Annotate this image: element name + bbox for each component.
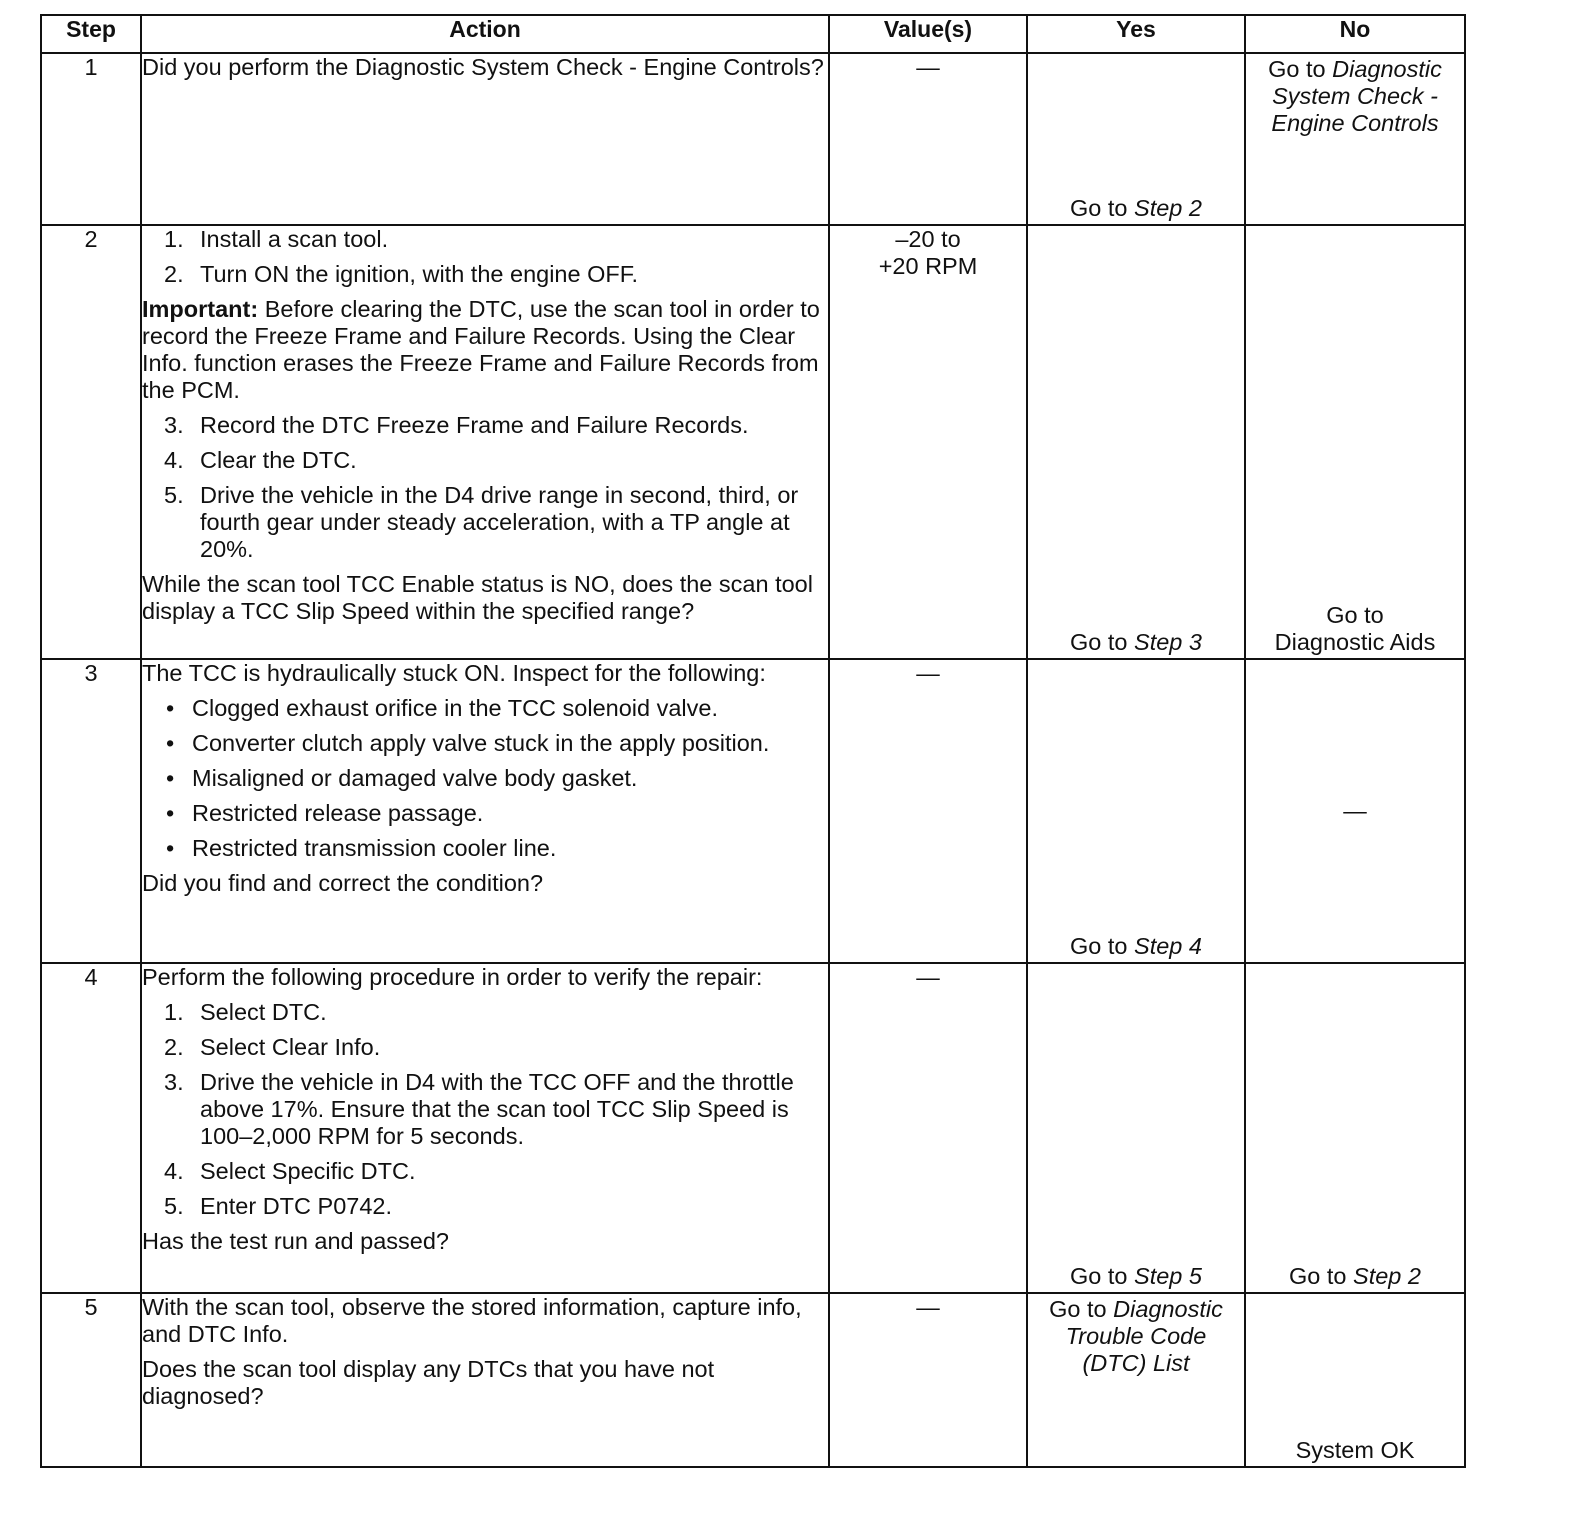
- action-question: Did you find and correct the condition?: [142, 870, 544, 896]
- step-number: 3: [41, 659, 141, 963]
- inspection-list: [142, 695, 828, 862]
- list-item: 2. Select Clear Info.: [164, 1034, 381, 1060]
- yes-cell[interactable]: [1027, 53, 1245, 225]
- table-row-step-5: [41, 1293, 1465, 1467]
- step-number: 2: [41, 225, 141, 659]
- action-intro: With the scan tool, observe the stored information, capture info, and DTC Info.: [142, 1294, 802, 1347]
- yes-target[interactable]: Step 2: [1134, 195, 1202, 221]
- list-item: 1. Install a scan tool.: [164, 226, 389, 252]
- value-cell: —: [829, 1293, 1027, 1467]
- yes-link[interactable]: [1028, 629, 1244, 656]
- header-values: Value(s): [829, 15, 1027, 53]
- value-cell: —: [829, 53, 1027, 225]
- no-cell[interactable]: [1245, 225, 1465, 659]
- header-action: Action: [141, 15, 829, 53]
- yes-link[interactable]: [1028, 195, 1244, 222]
- action-cell: [141, 1293, 829, 1467]
- no-link[interactable]: [1246, 56, 1464, 137]
- yes-prefix: Go to: [1049, 1296, 1107, 1322]
- yes-link[interactable]: [1028, 1263, 1244, 1290]
- yes-cell[interactable]: [1027, 659, 1245, 963]
- list-item: • Restricted transmission cooler line.: [166, 835, 557, 861]
- diagnostic-table: [40, 14, 1466, 1468]
- table-row-step-1: [41, 53, 1465, 225]
- action-intro: The TCC is hydraulically stuck ON. Inspect for the following:: [142, 660, 766, 686]
- value-line: +20 RPM: [878, 253, 978, 279]
- yes-target[interactable]: Diagnostic Trouble Code (DTC) List: [1065, 1296, 1223, 1376]
- list-item: 4. Clear the DTC.: [164, 447, 357, 473]
- yes-cell[interactable]: [1027, 225, 1245, 659]
- no-prefix: Go to: [1289, 1263, 1347, 1289]
- list-item: • Restricted release passage.: [166, 800, 484, 826]
- yes-cell[interactable]: [1027, 1293, 1245, 1467]
- yes-cell[interactable]: [1027, 963, 1245, 1293]
- list-item: 1. Select DTC.: [164, 999, 327, 1025]
- action-question: Does the scan tool display any DTCs that you have not diagnosed?: [142, 1356, 715, 1409]
- action-cell: [141, 659, 829, 963]
- value-cell: —: [829, 963, 1027, 1293]
- no-cell[interactable]: [1245, 53, 1465, 225]
- action-intro: Perform the following procedure in order to verify the repair:: [142, 964, 763, 990]
- yes-link[interactable]: [1028, 1296, 1244, 1377]
- yes-target[interactable]: Step 4: [1134, 933, 1202, 959]
- no-link[interactable]: [1246, 1263, 1464, 1290]
- value-cell: —: [829, 659, 1027, 963]
- value-cell: [829, 225, 1027, 659]
- yes-prefix: Go to: [1070, 629, 1128, 655]
- no-prefix: Go to: [1326, 602, 1384, 628]
- step-number: 5: [41, 1293, 141, 1467]
- action-question: Did you perform the Diagnostic System Check - Engine Controls?: [142, 54, 824, 80]
- action-question: While the scan tool TCC Enable status is NO, does the scan tool display a TCC Slip Speed within the specified range?: [142, 571, 813, 624]
- table-row-step-3: [41, 659, 1465, 963]
- no-prefix: Go to: [1268, 56, 1326, 82]
- yes-prefix: Go to: [1070, 195, 1128, 221]
- no-cell: [1245, 1293, 1465, 1467]
- no-target[interactable]: Diagnostic Aids: [1274, 629, 1436, 655]
- header-step: Step: [41, 15, 141, 53]
- action-steps-b: [142, 412, 828, 563]
- list-item: 5. Drive the vehicle in the D4 drive range in second, third, or fourth gear under steady acceleration, with a TP angle at 20%.: [164, 482, 799, 562]
- yes-prefix: Go to: [1070, 933, 1128, 959]
- list-item: 3. Drive the vehicle in D4 with the TCC OFF and the throttle above 17%. Ensure that the scan tool TCC Slip Speed is 100–2,000 RPM for 5 seconds.: [164, 1069, 794, 1149]
- header-yes: Yes: [1027, 15, 1245, 53]
- list-item: • Misaligned or damaged valve body gasket.: [166, 765, 638, 791]
- yes-prefix: Go to: [1070, 1263, 1128, 1289]
- table-row-step-2: [41, 225, 1465, 659]
- header-row: [41, 15, 1465, 53]
- yes-target[interactable]: Step 3: [1134, 629, 1202, 655]
- action-steps-a: [142, 226, 828, 288]
- table-row-step-4: [41, 963, 1465, 1293]
- procedure-steps: [142, 999, 828, 1220]
- action-cell: [141, 963, 829, 1293]
- value-line: –20 to: [895, 226, 961, 252]
- important-note: Important: Before clearing the DTC, use the scan tool in order to record the Freeze Frame and Failure Records. Using the Clear Info. function erases the Freeze Frame and Failure Records from the PCM.: [142, 296, 820, 403]
- no-cell: [1245, 659, 1465, 963]
- no-link[interactable]: [1246, 602, 1464, 656]
- list-item: 5. Enter DTC P0742.: [164, 1193, 393, 1219]
- no-target[interactable]: Step 2: [1353, 1263, 1421, 1289]
- action-question: Has the test run and passed?: [142, 1228, 450, 1254]
- no-value: System OK: [1295, 1437, 1415, 1463]
- step-number: 4: [41, 963, 141, 1293]
- list-item: • Converter clutch apply valve stuck in the apply position.: [166, 730, 770, 756]
- yes-target[interactable]: Step 5: [1134, 1263, 1202, 1289]
- header-no: No: [1245, 15, 1465, 53]
- no-cell[interactable]: [1245, 963, 1465, 1293]
- list-item: 2. Turn ON the ignition, with the engine OFF.: [164, 261, 639, 287]
- step-number: 1: [41, 53, 141, 225]
- list-item: 3. Record the DTC Freeze Frame and Failure Records.: [164, 412, 749, 438]
- no-target[interactable]: Diagnostic System Check - Engine Controls: [1271, 56, 1442, 136]
- action-cell: [141, 53, 829, 225]
- no-value: —: [1343, 797, 1367, 824]
- list-item: 4. Select Specific DTC.: [164, 1158, 416, 1184]
- action-cell: [141, 225, 829, 659]
- yes-link[interactable]: [1028, 933, 1244, 960]
- list-item: • Clogged exhaust orifice in the TCC solenoid valve.: [166, 695, 718, 721]
